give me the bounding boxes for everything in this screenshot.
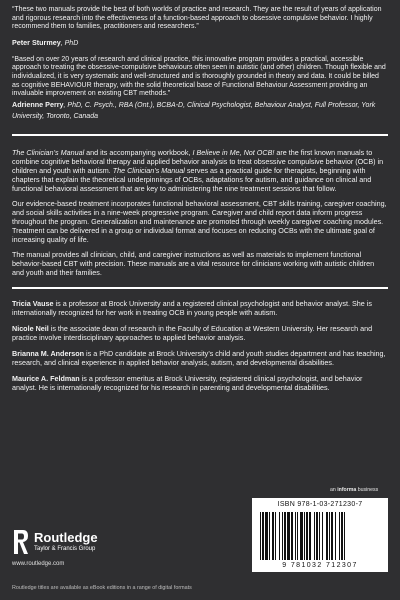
endorser-title: , PhD — [60, 39, 79, 47]
author-bio-text: is the associate dean of research in the Faculty of Education at Western University. Her research and practice involve interdisciplinary approaches to applied behavior analysis. — [12, 323, 373, 342]
publisher-logo — [12, 527, 132, 567]
isbn-barcode — [252, 498, 388, 572]
endorser-name: Peter Sturmey — [12, 37, 61, 47]
endorsement-2 — [12, 56, 388, 122]
publisher-url: www.routledge.com — [12, 561, 65, 567]
publisher-name: Routledge — [34, 530, 98, 545]
barcode-graphic — [258, 512, 382, 562]
endorser-name: Adrienne Perry — [12, 99, 64, 109]
description-paragraph-1 — [12, 148, 388, 193]
endorsement-1 — [12, 6, 388, 50]
divider-middle — [12, 287, 388, 289]
author-bio-2 — [12, 324, 388, 342]
divider-top — [12, 134, 388, 136]
author-bio-text: is a PhD candidate at Brock University’s child and youth studies department and has teaching, research, and clinical experience in applied behavior analysis, autism, and developmental disabilities. — [12, 348, 386, 367]
description-paragraph-2: Our evidence-based treatment incorporates functional behavioral assessment, CBT skills training, caregiver coaching, and social skills activities in a nine-week progressive program. Caregiver and child report data inform progress throughout the program. Generalization and maintenance are promoted through weekly caregiver coaching modules. Treatment can be delivered in a group or individual format and focuses on reducing OCBs with the ultimate goal of increasing quality of life. — [12, 198, 387, 244]
ebook-note: Routledge titles are available as eBook editions in a range of digital formats — [12, 585, 192, 591]
cover-text — [12, 6, 388, 399]
endorsement-text: “These two manuals provide the best of both worlds of practice and research. They are the result of years of application and rigorous research into the effectiveness of a function-based approach to obsessive compulsive behavior. I highly recommend them to families, practitioners and researchers.” — [12, 6, 382, 31]
publisher-group: Taylor & Francis Group — [34, 546, 96, 552]
author-bio-text: is a professor at Brock University and a registered clinical psychologist and behavior analyst. She is internationally recognized for her work in treating OCB in young people with autism. — [12, 298, 372, 317]
text-run: are the first known manuals to combine cognitive behavioral therapy and applied behavior analysis to treat obsessive compulsive behavior (OCB) in children and youth with autism. — [12, 147, 384, 175]
author-bio-3 — [12, 349, 388, 367]
informa-brand: informa — [337, 487, 357, 493]
informa-business-label — [330, 487, 378, 493]
book-title: The Clinician’s Manual — [112, 165, 185, 175]
author-name: Maurice A. Feldman — [12, 373, 80, 383]
book-title: The Clinician’s Manual — [12, 147, 85, 157]
endorser-title: , PhD, C. Psych., RBA (Ont.), BCBA-D, Clinical Psychologist, Behaviour Analyst, Full Professor, York University, Toronto, Canada — [12, 101, 376, 121]
workbook-title: I Believe in Me, Not OCB! — [192, 147, 275, 157]
text-run: and its accompanying workbook, — [84, 147, 193, 157]
isbn-label: ISBN 978-1-03-271230-7 — [277, 501, 363, 508]
author-bio-4 — [12, 374, 388, 392]
author-name: Brianna M. Anderson — [12, 348, 85, 358]
informa-suffix: business — [356, 487, 379, 493]
barcode-digits: 9 781032 712307 — [282, 562, 358, 569]
author-name: Tricia Vause — [12, 298, 54, 308]
description-paragraph-3: The manual provides all clinician, child, and caregiver instructions as well as materials to implement functional behavior-based CBT with precision. These manuals are a vital resource for clinicians working with autistic children and youth and their families. — [12, 249, 375, 277]
endorsement-text: “Based on over 20 years of research and clinical practice, this innovative program provides a practical, accessible approach to treating the obsessive-compulsive behaviours often seen in autistic (and other) children. Though flexible and individualized, it is very systematic and well-structured and is thoroughly grounded in theory and data. It could be billed as cognitive BEHAVIOUR therapy, with the solid theoretical base of Functional Behaviour Assessment providing an invaluable improvement on existing CBT methods.” — [12, 55, 386, 98]
author-bio-1 — [12, 299, 388, 317]
routledge-r-icon — [12, 529, 30, 555]
author-bio-text: is a professor emeritus at Brock University, registered clinical psychologist, and behavior analyst. He is internationally recognized for his research in parenting and developmental disabilities. — [12, 373, 363, 392]
text-run: serves as a practical guide for therapists, beginning with chapters that explain the theoretical underpinnings of OCBs, adaptations for autism, and guidance on clinical and functional behavioral assessment that are key to administering the nine treatment sessions that follow. — [12, 165, 372, 193]
author-name: Nicole Neil — [12, 323, 49, 333]
informa-prefix: an — [330, 487, 338, 493]
